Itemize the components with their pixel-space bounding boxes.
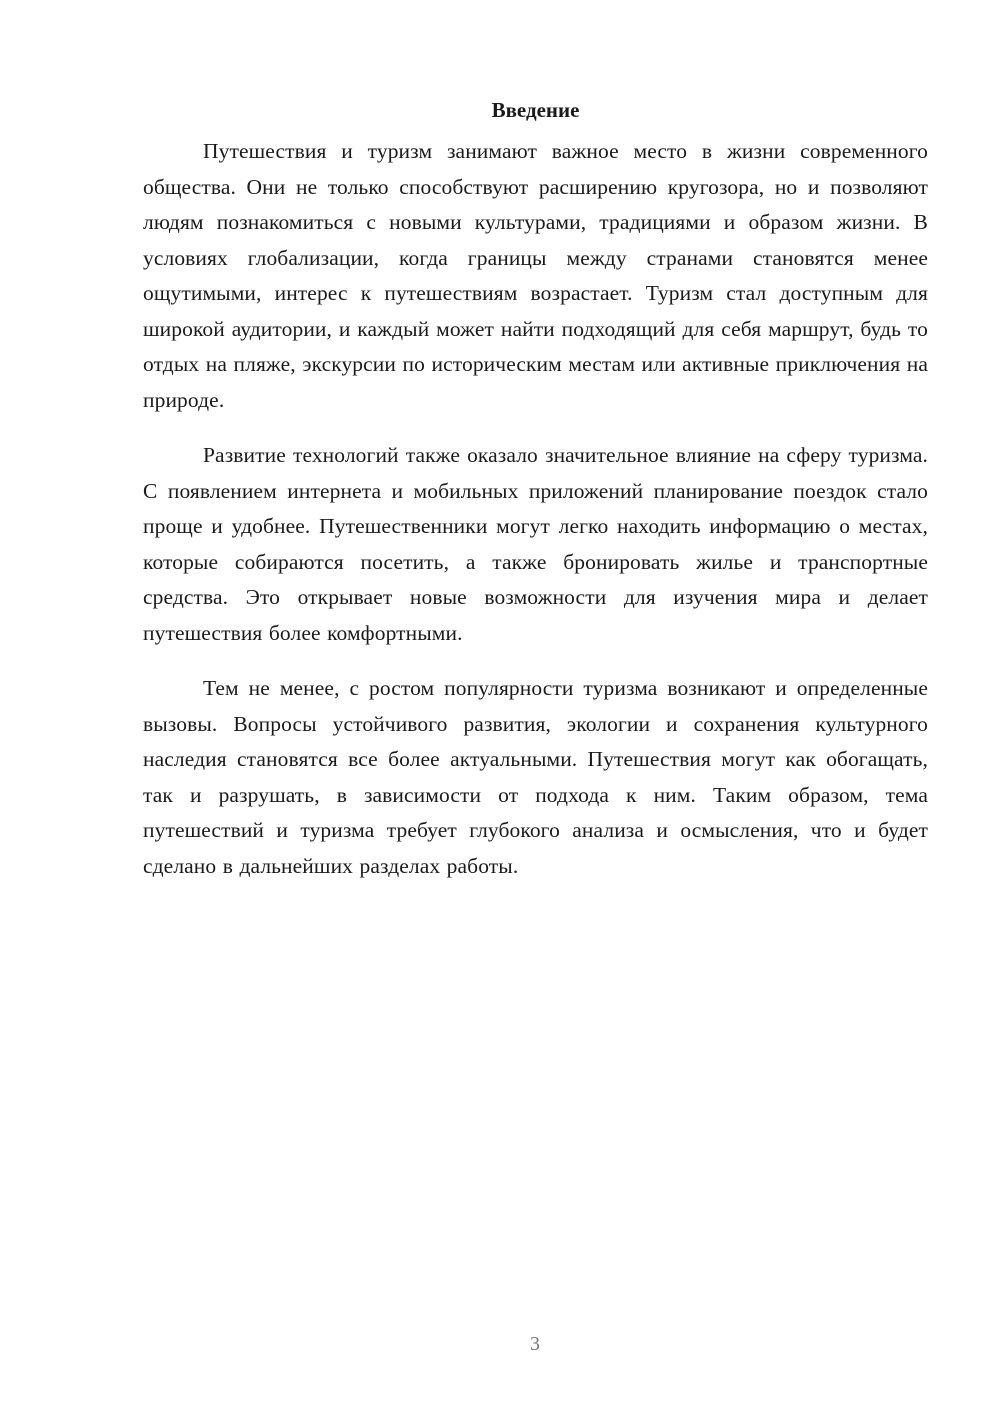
page-content (143, 95, 928, 904)
paragraph-challenges: Тем не менее, с ростом популярности туризма возникают и определенные вызовы. Вопросы устойчивого развития, экологии и сохранения культурного наследия становятся все более актуальными. Путешествия могут как обогащать, так и разрушать, в зависимости от подхода к ним. Таким образом, тема путешествий и туризма требует глубокого анализа и осмысления, что и будет сделано в дальнейших разделах работы. (143, 676, 928, 878)
paragraph-intro: Путешествия и туризм занимают важное место в жизни современного общества. Они не только способствуют расширению кругозора, но и позволяют людям познакомиться с новыми культурами, традициями и образом жизни. В условиях глобализации, когда границы между странами становятся менее ощутимыми, интерес к путешествиям возрастает. Туризм стал доступным для широкой аудитории, и каждый может найти подходящий для себя маршрут, будь то отдых на пляже, экскурсии по историческим местам или активные приключения на природе. (143, 139, 928, 412)
page-number: 3 (530, 1333, 540, 1355)
paragraph-technology: Развитие технологий также оказало значительное влияние на сферу туризма. С появлением интернета и мобильных приложений планирование поездок стало проще и удобнее. Путешественники могут легко находить информацию о местах, которые собираются посетить, а также бронировать жилье и транспортные средства. Это открывает новые возможности для изучения мира и делает путешествия более комфортными. (143, 443, 928, 645)
section-title: Введение (491, 98, 580, 122)
